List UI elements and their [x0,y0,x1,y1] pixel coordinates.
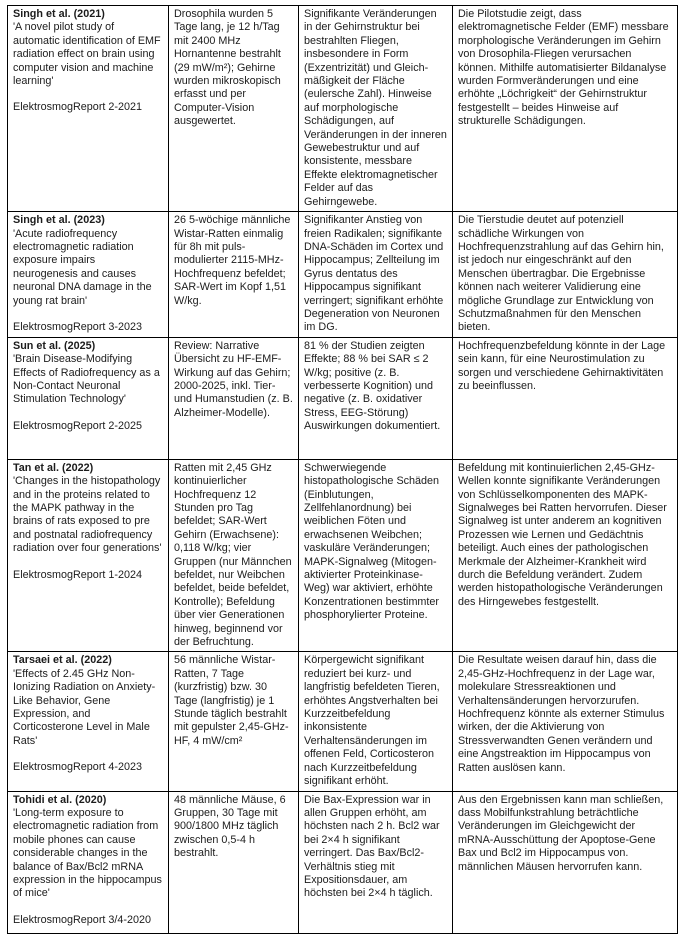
method-text: Review: Narrative Übersicht zu HF-EMF-Wirkung auf das Gehirn; 2000-2025, inkl. Tier- und Humanstudien (z. B. Alzheimer-Modelle). [174,339,293,419]
results-text: 81 % der Studien zeigten Effekte; 88 % bei SAR ≤ 2 W/kg; positive (z. B. verbesserte Kognition) und negative (z. B. oxidativer Stress, EEG-Störung) Auswirkungen dokumentiert. [304,339,441,433]
cell-study [8,652,169,791]
study-citation: Singh et al. (2023) [13,214,105,227]
method-text: Ratten mit 2,45 GHz kontinuierlicher Hochfrequenz 12 Stunden pro Tag befeldet; SAR-Wert Gehirn (Erwachsene): 0,118 W/kg; vier Gruppen (nur Männchen befeldet, nur Weibchen befeldet, beide befeldet, Kontrolle); Befeldung über vier Generationen hinweg, beginnend vor der Befruchtung. [174,461,292,649]
cell-method [169,337,299,459]
cell-conclusion [453,6,678,212]
table-row [8,791,678,933]
cell-results [299,337,453,459]
study-source: ElektrosmogReport 2-2021 [13,101,143,114]
study-title: 'Changes in the histopathology and in the proteins related to the MAPK pathway in the brains of rats exposed to pre and postnatal radiofrequency radiation over four generations' [13,475,162,555]
cell-study [8,212,169,338]
study-source: ElektrosmogReport 4-2023 [13,761,143,774]
cell-results [299,652,453,791]
table-row [8,6,678,212]
results-text: Die Bax-Expression war in allen Gruppen erhöht, am höchsten nach 2 h. Bcl2 war bei 2×4 h signifikant verringert. Das Bax/Bcl2-Verhältnis stieg mit Expositionsdauer, am höchsten bei 2×4 h täglich. [304,793,440,900]
cell-study [8,6,169,212]
study-citation: Sun et al. (2025) [13,339,96,352]
cell-conclusion [453,212,678,338]
study-citation: Tan et al. (2022) [13,461,94,474]
cell-conclusion [453,652,678,791]
study-source: ElektrosmogReport 3/4-2020 [13,913,152,926]
cell-method [169,6,299,212]
study-source: ElektrosmogReport 2-2025 [13,419,143,432]
cell-method [169,791,299,933]
cell-study [8,459,169,652]
study-source: ElektrosmogReport 3-2023 [13,320,143,333]
conclusion-text: Die Pilotstudie zeigt, dass elektromagnetische Felder (EMF) messbare morphologische Veränderungen im Gehirn von Drosophila-Fliegen verursachen können. Mithilfe automatisierter Bildanalyse wurden Formveränderungen und eine erhöhte „Löchrigkeit“ der Gehirnstruktur festgestellt – beides Hinweise auf strukturelle Schädigungen. [458,8,669,128]
study-title: 'Acute radiofrequency electromagnetic radiation exposure impairs neurogenesis and causes neuronal DNA damage in the young rat brain' [13,227,152,307]
cell-method [169,212,299,338]
cell-conclusion [453,791,678,933]
study-citation: Tohidi et al. (2020) [13,793,107,806]
cell-conclusion [453,337,678,459]
cell-study [8,337,169,459]
conclusion-text: Befeldung mit kontinuierlichen 2,45-GHz-Wellen konnte signifikante Veränderungen von Schlüsselkomponenten des MAPK-Signalweges bei Ratten hervorrufen. Dieser Signalweg ist unter anderem an kognitiven Prozessen wie Lernen und Gedächtnis beteiligt. Auch eines der pathologischen Merkmale der Alzheimer-Krankheit wird durch die Befeldung verändert. Zudem werden histopathologische Veränderungen des Hirngewebes festgestellt. [458,461,667,608]
study-title: 'Effects of 2.45 GHz Non-Ionizing Radiation on Anxiety-Like Behavior, Gene Expression, and Corticosterone Level in Male Rats' [13,667,156,747]
method-text: Drosophila wurden 5 Tage lang, je 12 h/Tag mit 2400 MHz Hornantenne bestrahlt (29 mW/m²); Gehirne wurden mikroskopisch erfasst und per Computer-Vision ausgewertet. [174,8,281,128]
cell-method [169,652,299,791]
results-text: Körpergewicht signifikant reduziert bei kurz- und langfristig befeldeten Tieren, erhöhtes Angstverhalten bei Kurzzeitbefeldung inkonsistente Verhaltensänderungen im offenen Feld, Corticosteron nach Kurzzeitbefeldung signifikant erhöht. [304,654,440,788]
study-title: 'Brain Disease-Modifying Effects of Radiofrequency as a Non-Contact Neuronal Stimulation Technology' [13,353,160,406]
results-text: Signifikanter Anstieg von freien Radikalen; signifikante DNA-Schäden im Cortex und Hippocampus; Zellteilung im Gyrus dentatus des Hippocampus signifikant verringert; signifikant erhöhte Degeneration von Neuronen im DG. [304,214,444,334]
studies-table [7,5,678,934]
study-title: 'A novel pilot study of automatic identification of EMF radiation effect on brain using computer vision and machine learning' [13,21,161,88]
table-row [8,459,678,652]
cell-conclusion [453,459,678,652]
results-text: Signifikante Veränderungen in der Gehirnstruktur bei bestrahlten Fliegen, insbesondere in Form (Exzentrizität) und Gleich-mäßigkeit der Fläche (eulersche Zahl). Hinweise auf morphologische Schädigungen, auf Veränderungen in der inneren Gewebestruktur und auf konsistente, messbare Effekte elektromagnetischer Felder auf das Gehirngewebe. [304,8,447,208]
table-row [8,652,678,791]
study-citation: Singh et al. (2021) [13,8,105,20]
conclusion-text: Aus den Ergebnissen kann man schließen, dass Mobilfunkstrahlung beträchtliche Veränderungen im Gleichgewicht der mRNA-Ausschüttung der Apoptose-Gene Bax und Bcl2 im Hippocampus von. männlichen Mäusen hervorrufen kann. [458,793,664,873]
method-text: 48 männliche Mäuse, 6 Gruppen, 30 Tage mit 900/1800 MHz täglich zwischen 0,5-4 h bestrahlt. [174,793,286,860]
cell-results [299,791,453,933]
cell-method [169,459,299,652]
conclusion-text: Die Resultate weisen darauf hin, dass die 2,45-GHz-Hochfrequenz in der Lage war, molekulare Stressreaktionen und Verhaltensänderungen hervorzurufen. Hochfrequenz könnte als externer Stimulus wirken, der die Aktivierung von Stressverwandten Genen verändern und eine Angstreaktion im Hippocampus von Ratten auslösen kann. [458,654,665,774]
table-row [8,337,678,459]
conclusion-text: Die Tierstudie deutet auf potenziell schädliche Wirkungen von Hochfrequenzstrahlung auf das Gehirn hin, ist jedoch nur eingeschränkt auf den Menschen übertragbar. Die Ergebnisse können nach weiterer Validierung eine mögliche Grundlage zur Entwicklung von Schutzmaßnahmen für den Menschen bieten. [458,214,664,334]
cell-results [299,212,453,338]
cell-study [8,791,169,933]
study-source: ElektrosmogReport 1-2024 [13,568,143,581]
cell-results [299,6,453,212]
conclusion-text: Hochfrequenzbefeldung könnte in der Lage sein kann, für eine Neurostimulation zu sorgen und verschiedene Gehirnaktivitäten zu beeinflussen. [458,339,666,392]
table-row [8,212,678,338]
method-text: 26 5-wöchige männliche Wistar-Ratten einmalig für 8h mit puls-modulierter 2115-MHz-Hochfrequenz befeldet; SAR-Wert im Kopf 1,51 W/kg. [174,214,291,307]
study-citation: Tarsaei et al. (2022) [13,654,112,667]
cell-results [299,459,453,652]
method-text: 56 männliche Wistar-Ratten, 7 Tage (kurzfristig) bzw. 30 Tage (langfristig) je 1 Stunde täglich bestrahlt mit gepulster 2,45-GHz-HF, 4 mW/cm² [174,654,289,747]
study-title: 'Long-term exposure to electromagnetic radiation from mobile phones can cause considerable changes in the balance of Bax/Bcl2 mRNA expression in the hippocampus of mice' [13,806,162,900]
results-text: Schwerwiegende histopathologische Schäden (Einblutungen, Zellfehlanordnung) bei weiblichen Föten und erwachsenen Weibchen; vaskuläre Veränderungen; MAPK-Signalweg (Mitogen-aktivierter Proteinkinase-Weg) war aktiviert, erhöhte Konzentrationen bestimmter phosphorylierter Proteine. [304,461,440,622]
